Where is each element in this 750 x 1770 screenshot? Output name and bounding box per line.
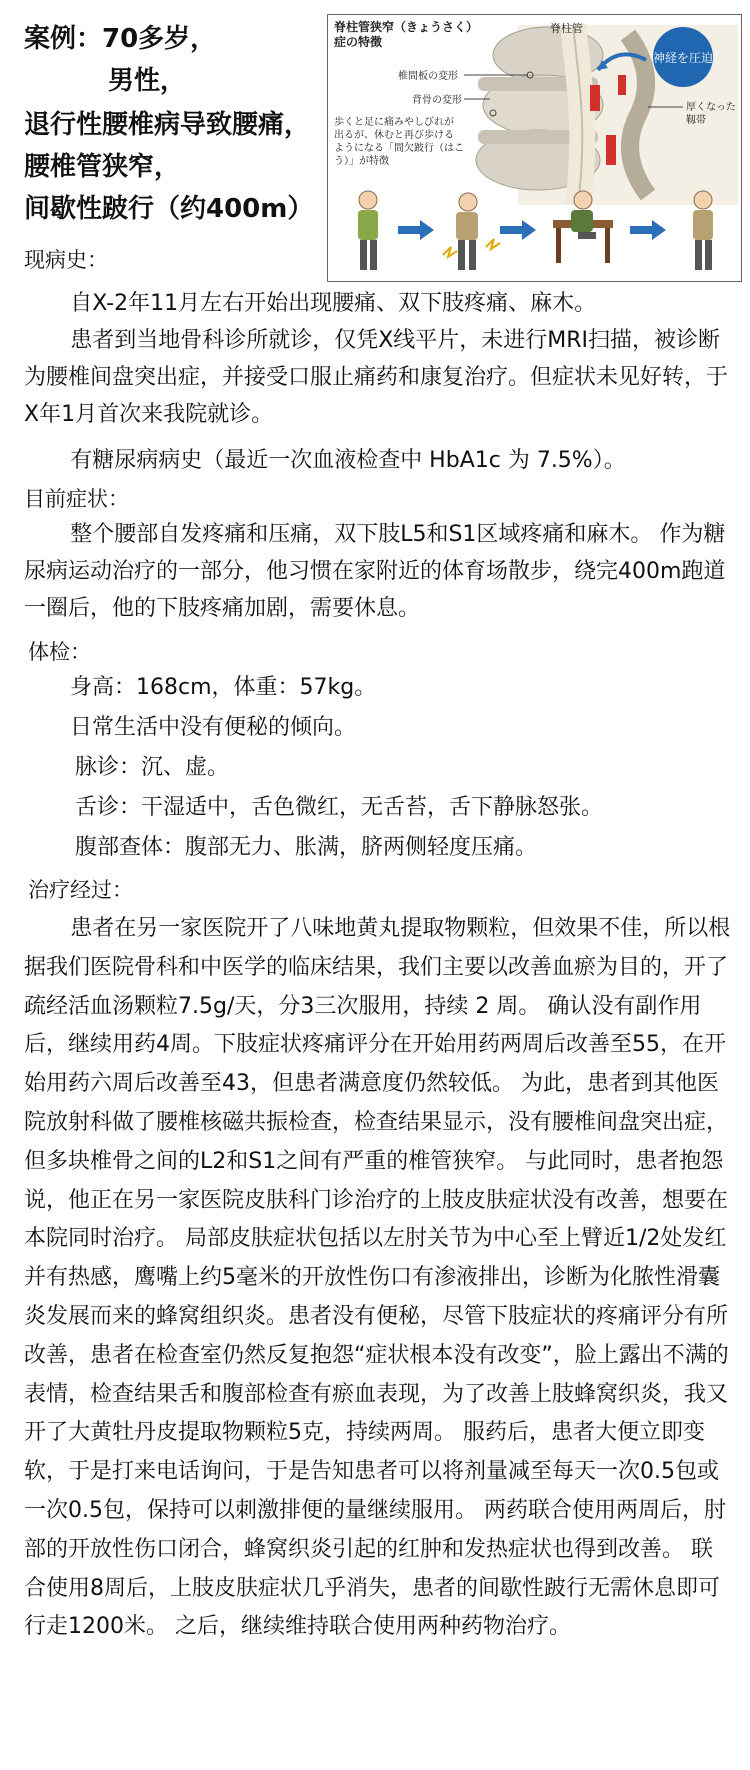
- walking-figure-2-pain: [443, 193, 500, 270]
- exam-tongue: 舌诊：干湿适中，舌色微红，无舌苔，舌下静脉怒张。: [75, 795, 604, 820]
- case-title-line-3: 退行性腰椎病导致腰痛，: [24, 110, 311, 140]
- treatment-heading: 治疗经过：: [28, 878, 133, 902]
- exam-pulse: 脉诊：沉、虚。: [75, 755, 230, 780]
- exam-height-weight: 身高：168cm，体重：57kg。: [70, 675, 377, 700]
- desc-line-4: う）」が特徴: [334, 156, 389, 167]
- walking-figure-3: [693, 191, 713, 270]
- case-title-line-4: 腰椎管狭窄，: [24, 152, 181, 182]
- symptoms-paragraph: 整个腰部自发疼痛和压痛，双下肢L5和S1区域疼痛和麻木。 作为糖尿病运动治疗的一部分，他习惯在家附近的体育场散步，绕完400m跑道一圈后，他的下肢疼痛加剧，需要休息。: [24, 522, 726, 621]
- case-title-line-5: 间歇性跛行（约400m）: [24, 194, 314, 224]
- figure-heading-1: 脊柱管狭窄（きょうさく）: [334, 20, 479, 34]
- label-nerve: 神経を圧迫: [652, 51, 714, 65]
- exam-heading: 体检：: [28, 640, 91, 664]
- symptoms-heading: 目前症状：: [24, 487, 129, 511]
- case-title-line-1: 案例：70多岁，: [24, 24, 217, 54]
- desc-line-3: ようになる「間欠跛行（はこ: [334, 143, 464, 154]
- desc-line-1: 歩くと足に痛みやしびれが: [334, 117, 454, 128]
- treatment-paragraph: 患者在另一家医院开了八味地黄丸提取物颗粒，但效果不佳，所以根据我们医院骨科和中医学的临床结果，我们主要以改善血瘀为目的，开了疏经活血汤颗粒7.5g/天，分3三次服用，持续 2 周。 确认没有副作用后，继续用药4周。下肢症状疼痛评分在开始用药两周后改善至55，在开始用药六周后改善至43，但患者满意度仍然较低。 为此，患者到其他医院放射科做了腰椎核磁共振检查，检查结果显示，没有腰椎间盘突出症，但多块椎骨之间的L2和S1之间有严重的椎管狭窄。 与此同时，患者抱怨说，他正在另一家医院皮肤科门诊治疗的上肢皮肤症状没有改善，想要在本院同时治疗。 局部皮肤症状包括以左肘关节为中心至上臂近1/2处发红并有热感，鹰嘴上约5毫米的开放性伤口有渗液排出，诊断为化脓性滑囊炎发展而来的蜂窝组织炎。患者没有便秘，尽管下肢症状的疼痛评分有所改善，患者在检查室仍然反复抱怨“症状根本没有改变”，脸上露出不满的表情，检查结果舌和腹部检查有瘀血表现，为了改善上肢蜂窝织炎，我又开了大黄牡丹皮提取物颗粒5克，持续两周。 服药后，患者大便立即变软，于是打来电话询问，于是告知患者可以将剂量减至每天一次0.5包或一次0.5包，保持可以刺激排便的量继续服用。 两药联合使用两周后，肘部的开放性伤口闭合，蜂窝织炎引起的红肿和发热症状也得到改善。 联合使用8周后，上肢皮肤症状几乎消失，患者的间歇性跛行无需休息即可行走1200米。 之后，继续维持联合使用两种药物治疗。: [24, 916, 731, 1640]
- figure-heading-2: 症の特徴: [334, 35, 383, 49]
- history-paragraph-2: 患者到当地骨科诊所就诊，仅凭X线平片，未进行MRI扫描，被诊断为腰椎间盘突出症，并接受口服止痛药和康复治疗。但症状未见好转，于X年1月首次来我院就诊。: [24, 328, 729, 427]
- label-canal: 脊柱管: [550, 22, 583, 35]
- history-paragraph-3: 有糖尿病病史（最近一次血液检查中 HbA1c 为 7.5%）。: [70, 448, 626, 473]
- exam-bowel: 日常生活中没有便秘的倾向。: [70, 715, 357, 740]
- case-title-line-2: 男性，: [108, 66, 187, 96]
- history-paragraph-1: 自X-2年11月左右开始出现腰痛、双下肢疼痛、麻木。: [70, 291, 597, 316]
- label-ligament-1: 厚くなった: [686, 102, 736, 113]
- spinal-stenosis-illustration: [327, 14, 742, 282]
- desc-line-2: 出るが、休むと再び歩ける: [334, 130, 454, 141]
- label-ligament-2: 靱帯: [686, 115, 706, 126]
- label-disc: 椎間板の変形: [398, 71, 458, 82]
- history-heading: 现病史：: [24, 248, 108, 272]
- exam-abdomen: 腹部查体：腹部无力、胀满，脐两侧轻度压痛。: [75, 835, 538, 860]
- label-spine: 背骨の変形: [412, 95, 462, 106]
- walking-figure-1: [358, 191, 378, 270]
